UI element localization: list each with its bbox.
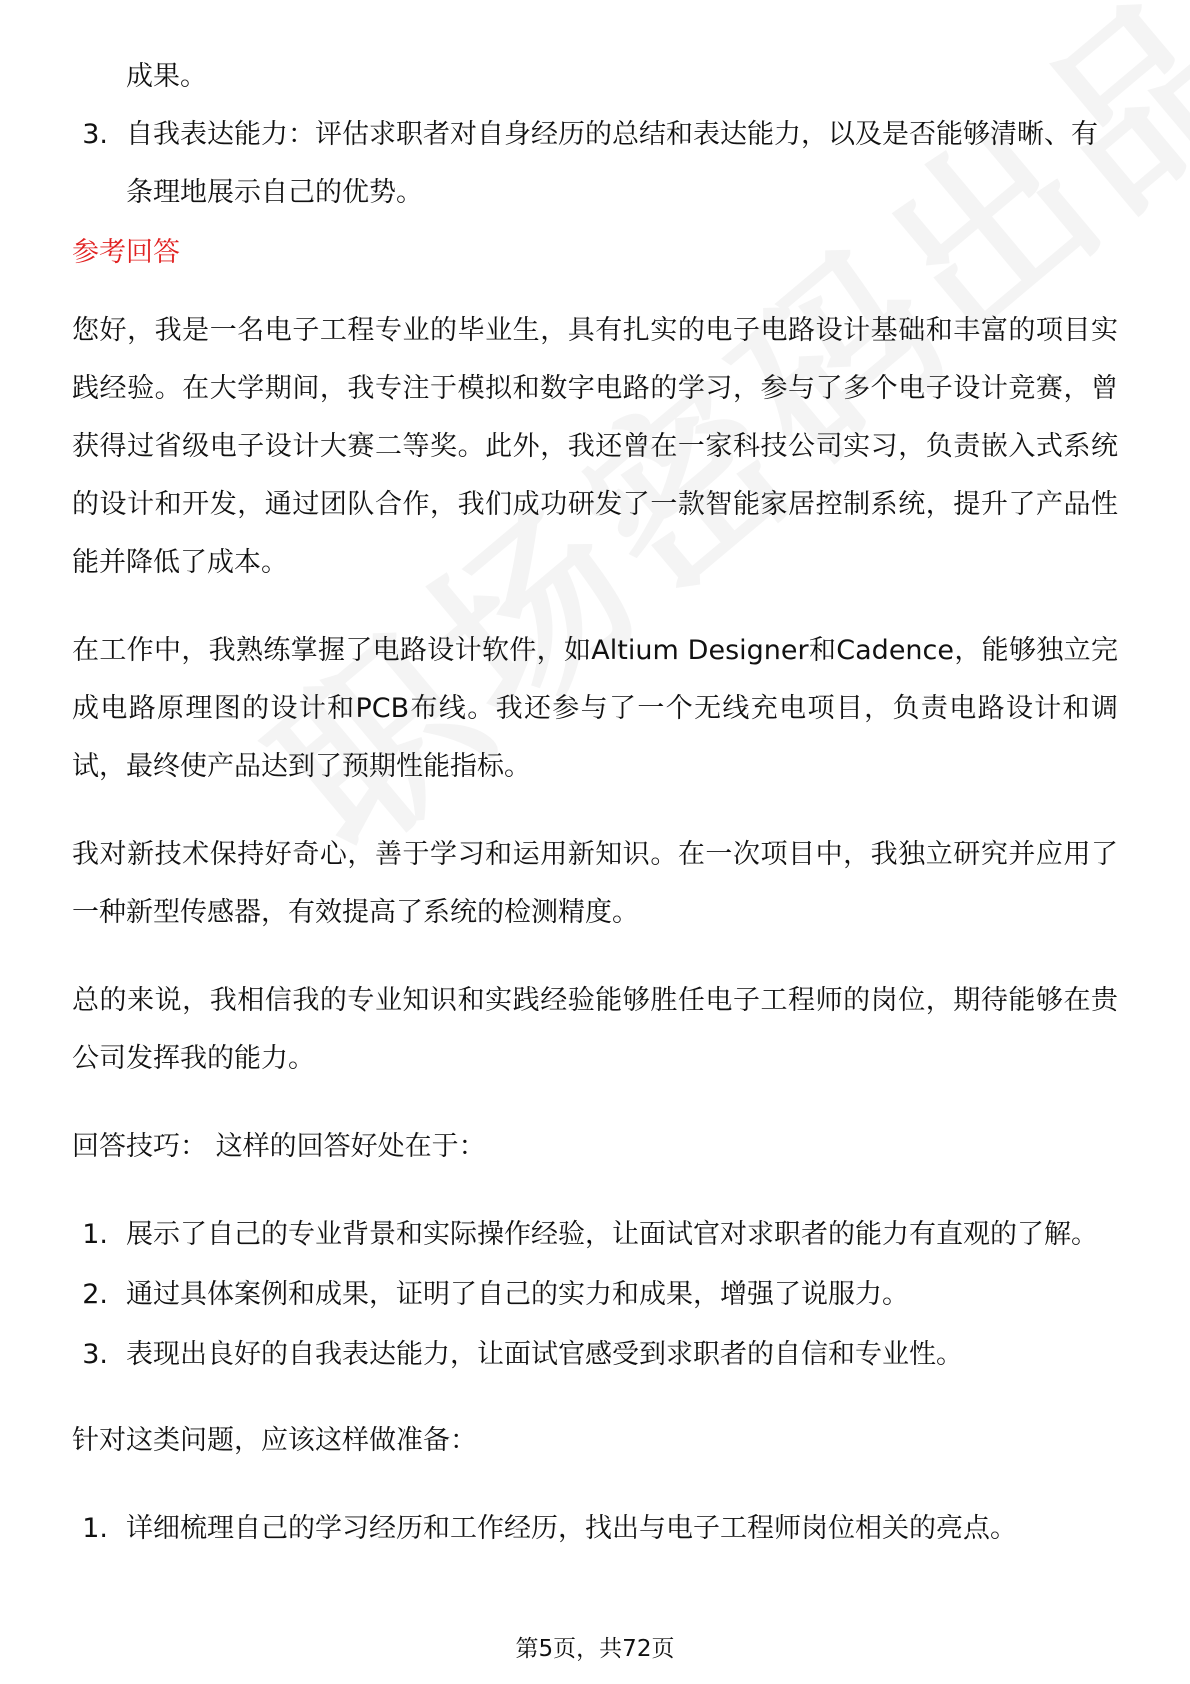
list-item (72, 1266, 1118, 1324)
paragraph: 在工作中，我熟练掌握了电路设计软件，如Altium Designer和Cadence，能够独立完成电路原理图的设计和PCB布线。我还参与了一个无线充电项目，负责电路设计和调试，最终使产品达到了预期性能指标。 (72, 635, 1118, 782)
list-continuation: 成果。 (126, 61, 207, 92)
page-footer: 第5页，共72页 (515, 1636, 675, 1662)
paragraph: 我对新技术保持好奇心，善于学习和运用新知识。在一次项目中，我独立研究并应用了一种新型传感器，有效提高了系统的检测精度。 (72, 839, 1118, 928)
list-item-text: 自我表达能力：评估求职者对自身经历的总结和表达能力，以及是否能够清晰、有条理地展示自己的优势。 (126, 119, 1098, 208)
section-title: 参考回答 (72, 237, 180, 268)
list-item-text: 展示了自己的专业背景和实际操作经验，让面试官对求职者的能力有直观的了解。 (126, 1219, 1098, 1250)
list-number: 3. (82, 1339, 108, 1370)
list-number: 2. (82, 1279, 108, 1310)
prep-list (72, 1500, 1118, 1558)
list-item (72, 1326, 1118, 1384)
page-content (72, 48, 1118, 1560)
list-item-text: 详细梳理自己的学习经历和工作经历，找出与电子工程师岗位相关的亮点。 (126, 1513, 1017, 1544)
list-item (72, 1500, 1118, 1558)
list-number: 1. (82, 1513, 108, 1544)
paragraph: 总的来说，我相信我的专业知识和实践经验能够胜任电子工程师的岗位，期待能够在贵公司发挥我的能力。 (72, 985, 1118, 1074)
prep-heading: 针对这类问题，应该这样做准备： (72, 1425, 477, 1456)
list-number: 3. (82, 119, 108, 150)
tips-heading: 回答技巧： 这样的回答好处在于： (72, 1131, 486, 1162)
list-item (72, 1206, 1118, 1264)
list-item-text: 通过具体案例和成果，证明了自己的实力和成果，增强了说服力。 (126, 1279, 909, 1310)
list-item-text: 表现出良好的自我表达能力，让面试官感受到求职者的自信和专业性。 (126, 1339, 963, 1370)
intro-list (72, 106, 1118, 222)
list-number: 1. (82, 1219, 108, 1250)
list-item (72, 106, 1118, 222)
tips-list (72, 1206, 1118, 1384)
paragraph: 您好，我是一名电子工程专业的毕业生，具有扎实的电子电路设计基础和丰富的项目实践经验。在大学期间，我专注于模拟和数字电路的学习，参与了多个电子设计竞赛，曾获得过省级电子设计大赛二等奖。此外，我还曾在一家科技公司实习，负责嵌入式系统的设计和开发，通过团队合作，我们成功研发了一款智能家居控制系统，提升了产品性能并降低了成本。 (72, 315, 1118, 578)
